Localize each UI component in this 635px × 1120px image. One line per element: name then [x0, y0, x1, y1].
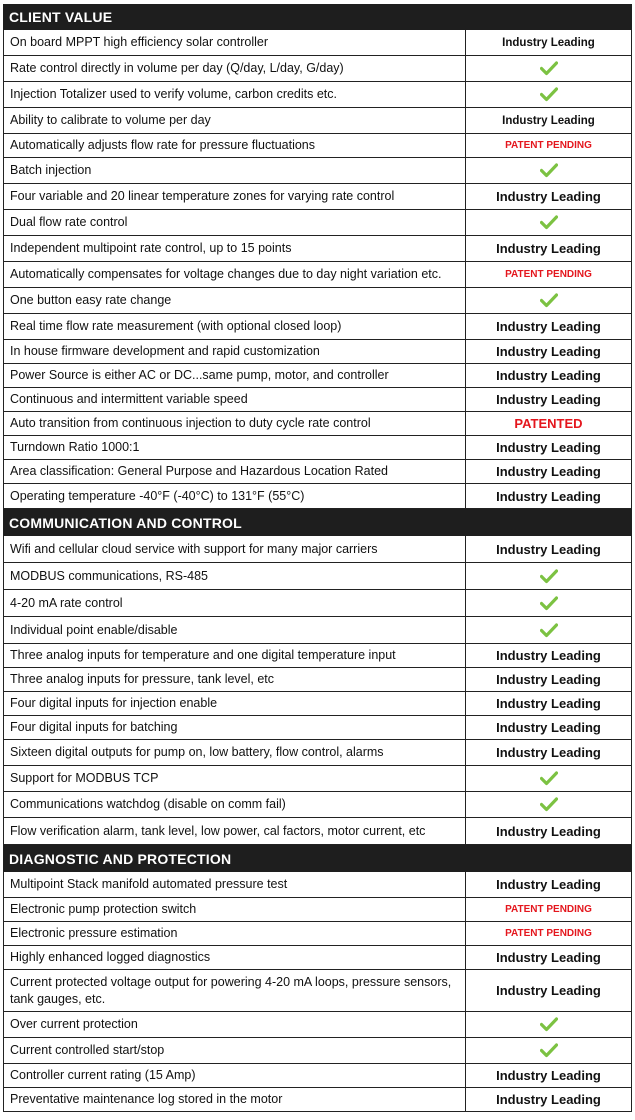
table-row [3, 364, 632, 388]
table-row [3, 388, 632, 412]
industry-leading-badge: Industry Leading [496, 648, 601, 663]
checkmark-icon [540, 596, 558, 611]
table-row [3, 898, 632, 922]
feature-label: Communications watchdog (disable on comm fail) [4, 792, 466, 817]
feature-label: 4-20 mA rate control [4, 590, 466, 616]
table-row [3, 412, 632, 436]
table-row [3, 946, 632, 970]
industry-leading-badge: Industry Leading [496, 464, 601, 479]
table-row [3, 668, 632, 692]
checkmark-icon [540, 215, 558, 230]
feature-label: Injection Totalizer used to verify volume, carbon credits etc. [4, 82, 466, 107]
checkmark-icon [540, 1017, 558, 1032]
rating-cell [466, 364, 631, 387]
feature-label: Highly enhanced logged diagnostics [4, 946, 466, 969]
rating-cell [466, 792, 631, 817]
feature-label: Flow verification alarm, tank level, low power, cal factors, motor current, etc [4, 818, 466, 844]
rating-cell [466, 288, 631, 313]
feature-label: Sixteen digital outputs for pump on, low battery, flow control, alarms [4, 740, 466, 765]
feature-label: Real time flow rate measurement (with optional closed loop) [4, 314, 466, 339]
table-row [3, 617, 632, 644]
industry-leading-badge: Industry Leading [496, 241, 601, 256]
industry-leading-badge: Industry Leading [496, 672, 601, 687]
checkmark-icon [540, 87, 558, 102]
rating-cell [466, 1064, 631, 1087]
rating-cell [466, 644, 631, 667]
feature-label: Automatically compensates for voltage changes due to day night variation etc. [4, 262, 466, 287]
table-row [3, 134, 632, 158]
table-row [3, 644, 632, 668]
table-row [3, 1064, 632, 1088]
table-row [3, 484, 632, 509]
rating-cell [466, 716, 631, 739]
feature-label: Turndown Ratio 1000:1 [4, 436, 466, 459]
table-row [3, 922, 632, 946]
feature-label: Multipoint Stack manifold automated pressure test [4, 872, 466, 897]
feature-label: MODBUS communications, RS-485 [4, 563, 466, 589]
feature-label: Four digital inputs for injection enable [4, 692, 466, 715]
checkmark-icon [540, 623, 558, 638]
table-row [3, 460, 632, 484]
rating-cell [466, 30, 631, 55]
feature-label: Dual flow rate control [4, 210, 466, 235]
feature-label: In house firmware development and rapid customization [4, 340, 466, 363]
table-row [3, 340, 632, 364]
industry-leading-badge: Industry Leading [496, 983, 601, 998]
feature-label: Four variable and 20 linear temperature zones for varying rate control [4, 184, 466, 209]
industry-leading-badge: Industry Leading [496, 344, 601, 359]
table-row [3, 1088, 632, 1112]
rating-cell [466, 412, 631, 435]
rating-cell [466, 692, 631, 715]
rating-cell [466, 436, 631, 459]
table-row [3, 108, 632, 134]
industry-leading-badge: Industry Leading [502, 114, 595, 127]
table-row [3, 1012, 632, 1038]
table-row [3, 692, 632, 716]
rating-cell [466, 82, 631, 107]
feature-label: Continuous and intermittent variable speed [4, 388, 466, 411]
patent-pending-badge: PATENT PENDING [505, 140, 592, 151]
table-row [3, 30, 632, 56]
table-row [3, 590, 632, 617]
feature-label: Rate control directly in volume per day (Q/day, L/day, G/day) [4, 56, 466, 81]
feature-label: On board MPPT high efficiency solar controller [4, 30, 466, 55]
rating-cell [466, 872, 631, 897]
feature-label: Area classification: General Purpose and Hazardous Location Rated [4, 460, 466, 483]
feature-label: Current protected voltage output for powering 4-20 mA loops, pressure sensors, tank gauges, etc. [4, 970, 466, 1011]
industry-leading-badge: Industry Leading [496, 696, 601, 711]
feature-label: Individual point enable/disable [4, 617, 466, 643]
rating-cell [466, 563, 631, 589]
feature-label: Independent multipoint rate control, up to 15 points [4, 236, 466, 261]
table-row [3, 970, 632, 1012]
rating-cell [466, 590, 631, 616]
checkmark-icon [540, 1043, 558, 1058]
feature-label: Ability to calibrate to volume per day [4, 108, 466, 133]
checkmark-icon [540, 163, 558, 178]
industry-leading-badge: Industry Leading [496, 368, 601, 383]
table-row [3, 82, 632, 108]
patent-pending-badge: PATENT PENDING [505, 904, 592, 915]
feature-label: Wifi and cellular cloud service with support for many major carriers [4, 536, 466, 562]
rating-cell [466, 1088, 631, 1111]
rating-cell [466, 536, 631, 562]
industry-leading-badge: Industry Leading [496, 720, 601, 735]
table-row [3, 262, 632, 288]
table-row [3, 740, 632, 766]
feature-label: Batch injection [4, 158, 466, 183]
table-row [3, 536, 632, 563]
table-row [3, 818, 632, 845]
rating-cell [466, 210, 631, 235]
feature-label: Over current protection [4, 1012, 466, 1037]
table-row [3, 184, 632, 210]
rating-cell [466, 898, 631, 921]
section-header-client-value: CLIENT VALUE [3, 4, 632, 30]
rating-cell [466, 460, 631, 483]
section-header-diagnostic-and-protection: DIAGNOSTIC AND PROTECTION [3, 845, 632, 872]
table-row [3, 766, 632, 792]
feature-comparison-table [3, 4, 632, 1112]
table-row [3, 792, 632, 818]
table-row [3, 1038, 632, 1064]
industry-leading-badge: Industry Leading [496, 823, 601, 839]
rating-cell [466, 1012, 631, 1037]
rating-cell [466, 340, 631, 363]
rating-cell [466, 766, 631, 791]
industry-leading-badge: Industry Leading [496, 745, 601, 760]
table-row [3, 158, 632, 184]
industry-leading-badge: Industry Leading [496, 488, 601, 504]
industry-leading-badge: Industry Leading [496, 1068, 601, 1083]
checkmark-icon [540, 61, 558, 76]
table-row [3, 436, 632, 460]
rating-cell [466, 314, 631, 339]
rating-cell [466, 388, 631, 411]
feature-label: Electronic pressure estimation [4, 922, 466, 945]
rating-cell [466, 108, 631, 133]
feature-label: Preventative maintenance log stored in the motor [4, 1088, 466, 1111]
rating-cell [466, 818, 631, 844]
checkmark-icon [540, 569, 558, 584]
rating-cell [466, 668, 631, 691]
feature-label: Automatically adjusts flow rate for pressure fluctuations [4, 134, 466, 157]
feature-label: Current controlled start/stop [4, 1038, 466, 1063]
rating-cell [466, 236, 631, 261]
checkmark-icon [540, 771, 558, 786]
section-header-communication-and-control: COMMUNICATION AND CONTROL [3, 509, 632, 536]
rating-cell [466, 922, 631, 945]
feature-label: Three analog inputs for pressure, tank level, etc [4, 668, 466, 691]
table-row [3, 563, 632, 590]
rating-cell [466, 134, 631, 157]
industry-leading-badge: Industry Leading [496, 319, 601, 334]
industry-leading-badge: Industry Leading [496, 1092, 601, 1107]
table-row [3, 56, 632, 82]
feature-label: Operating temperature -40°F (-40°C) to 131°F (55°C) [4, 484, 466, 508]
industry-leading-badge: Industry Leading [496, 440, 601, 455]
rating-cell [466, 1038, 631, 1063]
patent-pending-badge: PATENT PENDING [505, 269, 592, 280]
rating-cell [466, 946, 631, 969]
industry-leading-badge: Industry Leading [496, 392, 601, 407]
feature-label: Electronic pump protection switch [4, 898, 466, 921]
feature-label: Power Source is either AC or DC...same pump, motor, and controller [4, 364, 466, 387]
checkmark-icon [540, 293, 558, 308]
feature-label: Auto transition from continuous injection to duty cycle rate control [4, 412, 466, 435]
patented-badge: PATENTED [514, 416, 583, 431]
table-row [3, 314, 632, 340]
industry-leading-badge: Industry Leading [502, 36, 595, 49]
rating-cell [466, 158, 631, 183]
feature-label: Support for MODBUS TCP [4, 766, 466, 791]
feature-label: Four digital inputs for batching [4, 716, 466, 739]
feature-label: Three analog inputs for temperature and one digital temperature input [4, 644, 466, 667]
table-row [3, 288, 632, 314]
rating-cell [466, 617, 631, 643]
rating-cell [466, 484, 631, 508]
industry-leading-badge: Industry Leading [496, 877, 601, 892]
rating-cell [466, 184, 631, 209]
patent-pending-badge: PATENT PENDING [505, 928, 592, 939]
checkmark-icon [540, 797, 558, 812]
table-row [3, 872, 632, 898]
industry-leading-badge: Industry Leading [496, 189, 601, 204]
rating-cell [466, 56, 631, 81]
industry-leading-badge: Industry Leading [496, 950, 601, 965]
rating-cell [466, 262, 631, 287]
rating-cell [466, 740, 631, 765]
table-row [3, 716, 632, 740]
industry-leading-badge: Industry Leading [496, 541, 601, 557]
table-row [3, 210, 632, 236]
rating-cell [466, 970, 631, 1011]
table-row [3, 236, 632, 262]
feature-label: Controller current rating (15 Amp) [4, 1064, 466, 1087]
feature-label: One button easy rate change [4, 288, 466, 313]
